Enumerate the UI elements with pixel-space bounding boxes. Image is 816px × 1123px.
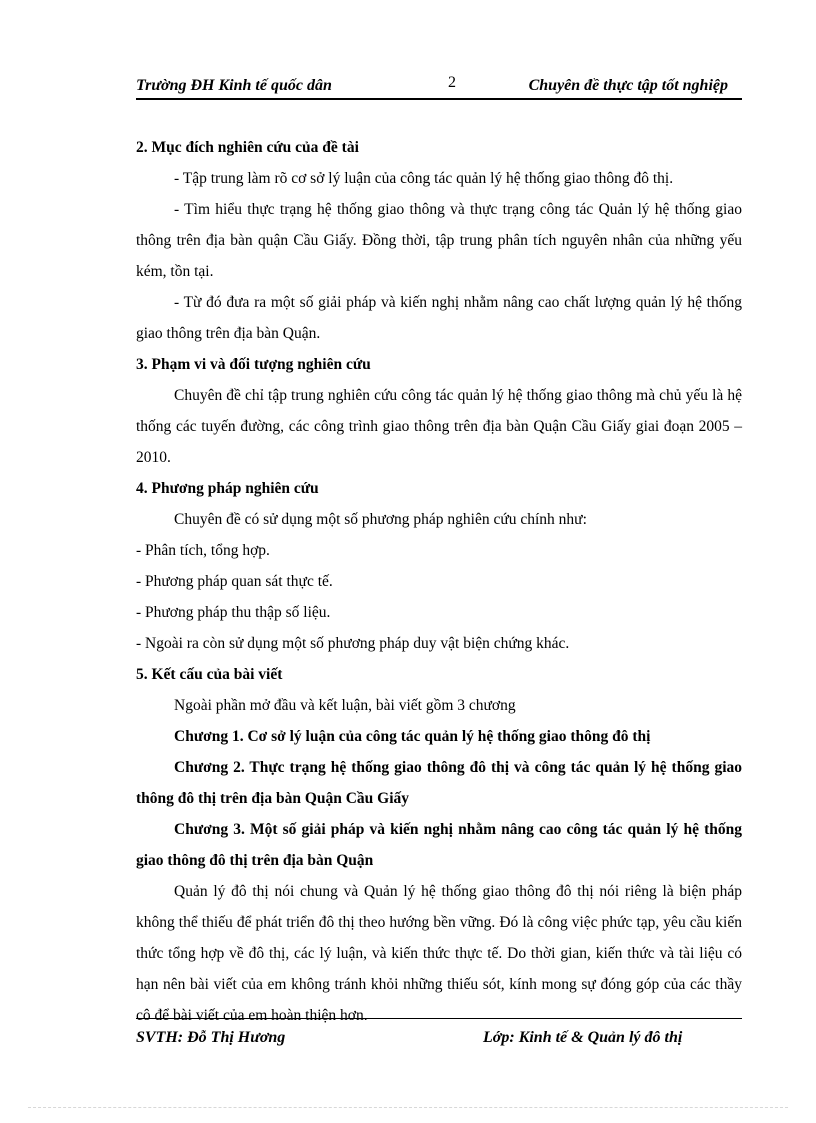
section-heading: 5. Kết cấu của bài viết [136, 666, 283, 683]
paragraph: Chuyên đề có sử dụng một số phương pháp nghiên cứu chính như: [174, 511, 587, 528]
page-footer [136, 1018, 742, 1051]
chapter-title: Chương 3. Một số giải pháp và kiến nghị nhằm nâng cao công tác quản lý hệ thống giao thông đô thị trên địa bàn Quận [136, 821, 742, 869]
footer-class: Lớp: Kinh tế & Quản lý đô thị [483, 1029, 683, 1046]
section-heading: 4. Phương pháp nghiên cứu [136, 480, 319, 497]
section-heading: 2. Mục đích nghiên cứu của đề tài [136, 139, 359, 156]
paragraph: - Tập trung làm rõ cơ sở lý luận của công tác quản lý hệ thống giao thông đô thị. [174, 170, 674, 187]
page-number: 2 [448, 74, 456, 91]
footer-student: SVTH: Đỗ Thị Hương [136, 1029, 286, 1046]
list-item: - Phân tích, tổng hợp. [136, 542, 270, 559]
page-boundary-line [28, 1107, 788, 1108]
chapter-title: Chương 2. Thực trạng hệ thống giao thông đô thị và công tác quản lý hệ thống giao thông đô thị trên địa bàn Quận Cầu Giấy [136, 759, 742, 807]
header-school: Trường ĐH Kinh tế quốc dân [136, 77, 332, 94]
chapter-title: Chương 1. Cơ sở lý luận của công tác quản lý hệ thống giao thông đô thị [174, 728, 651, 745]
paragraph: - Tìm hiểu thực trạng hệ thống giao thông và thực trạng công tác Quản lý hệ thống giao thông trên địa bàn quận Cầu Giấy. Đồng thời, tập trung phân tích nguyên nhân của những yếu kém, tồn tại. [136, 201, 742, 280]
paragraph: Ngoài phần mở đầu và kết luận, bài viết gồm 3 chương [174, 697, 516, 714]
section-heading: 3. Phạm vi và đối tượng nghiên cứu [136, 356, 371, 373]
list-item: - Ngoài ra còn sử dụng một số phương pháp duy vật biện chứng khác. [136, 635, 570, 652]
page-header [136, 74, 742, 100]
page-body [136, 132, 742, 1031]
list-item: - Phương pháp thu thập số liệu. [136, 604, 331, 621]
header-doc-type: Chuyên đề thực tập tốt nghiệp [528, 77, 728, 94]
paragraph: Chuyên đề chỉ tập trung nghiên cứu công tác quản lý hệ thống giao thông mà chủ yếu là hệ thống các tuyến đường, các công trình giao thông trên địa bàn Quận Cầu Giấy giai đoạn 2005 – 2010. [136, 387, 742, 466]
paragraph: - Từ đó đưa ra một số giải pháp và kiến nghị nhằm nâng cao chất lượng quản lý hệ thống giao thông trên địa bàn Quận. [136, 294, 742, 342]
paragraph: Quản lý đô thị nói chung và Quản lý hệ thống giao thông đô thị nói riêng là biện pháp không thể thiếu để phát triển đô thị theo hướng bền vững. Đó là công việc phức tạp, yêu cầu kiến thức tổng hợp về đô thị, các lý luận, và kiến thức thực tế. Do thời gian, kiến thức và tài liệu có hạn nên bài viết của em không tránh khỏi những thiếu sót, kính mong sự đóng góp của các thầy cô để bài viết của em hoàn thiện hơn. [136, 883, 742, 1024]
list-item: - Phương pháp quan sát thực tế. [136, 573, 333, 590]
